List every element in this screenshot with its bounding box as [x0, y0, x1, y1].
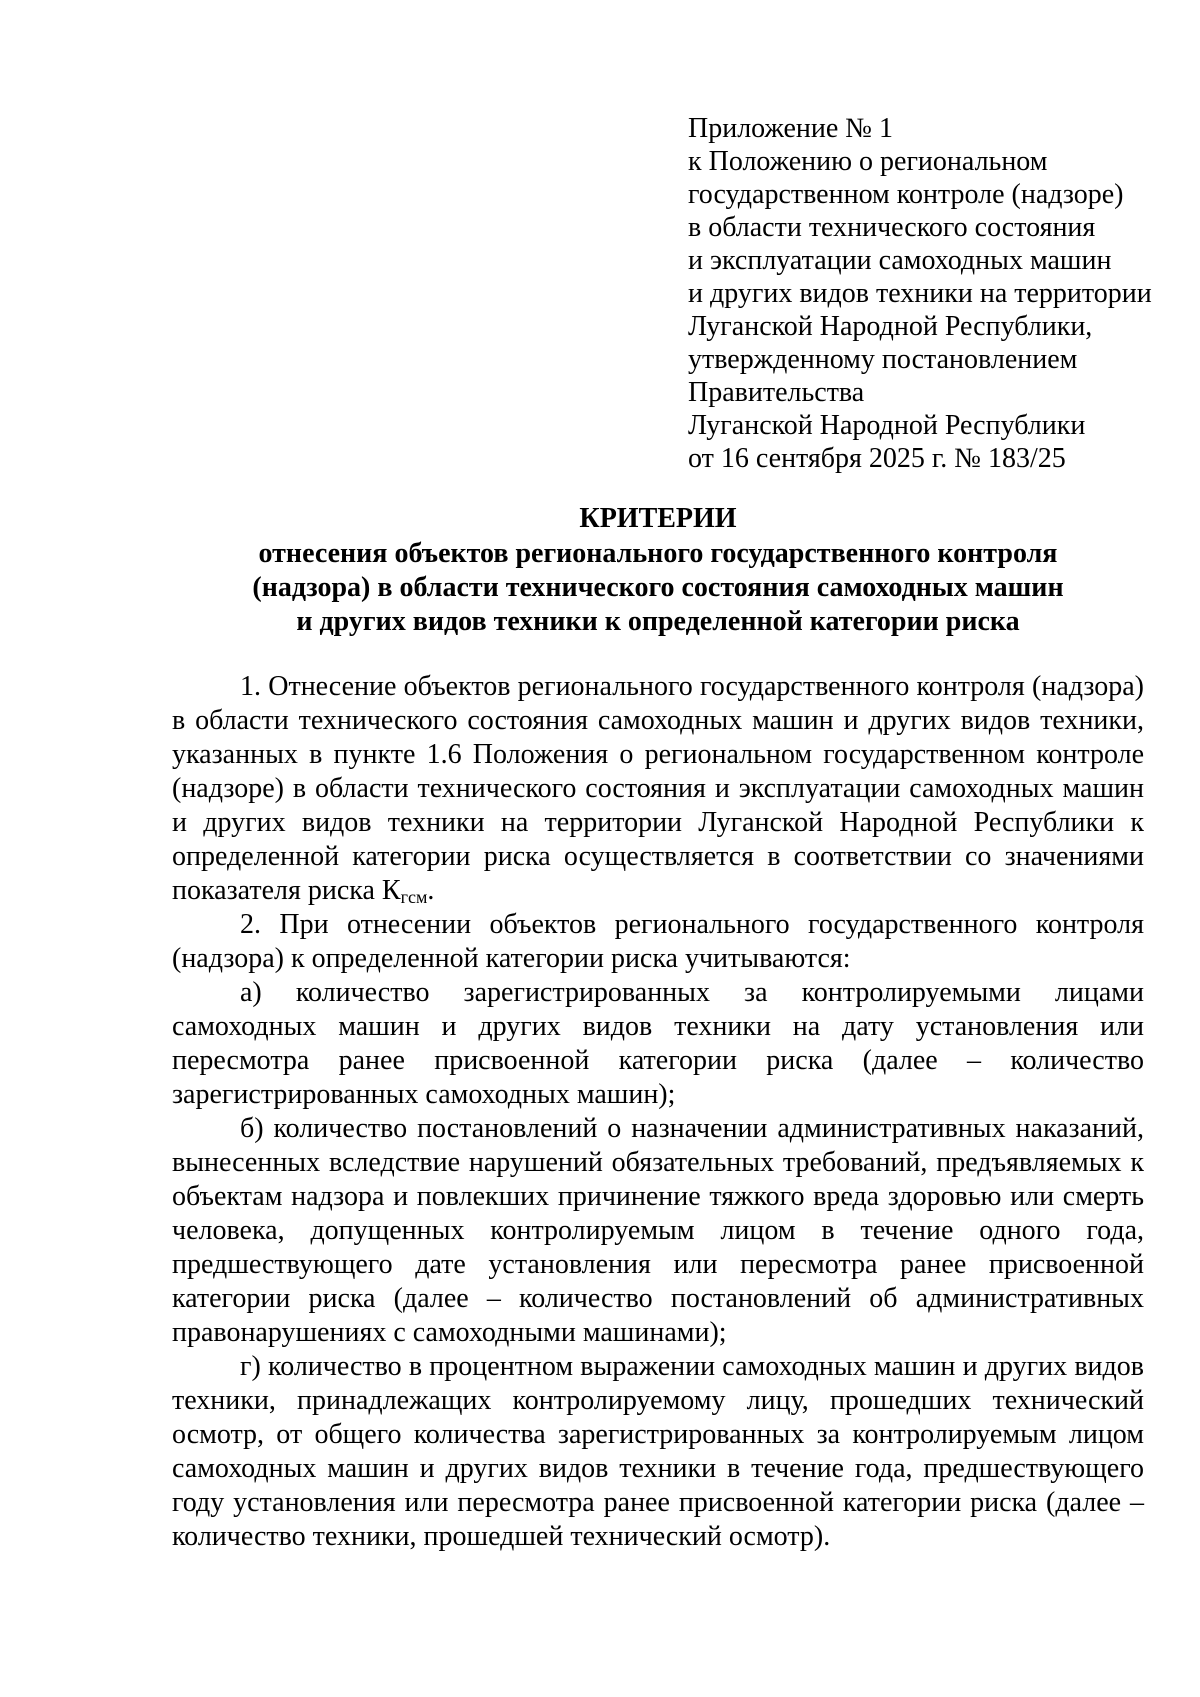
- appendix-line: и эксплуатации самоходных машин: [688, 245, 1112, 276]
- paragraph-1-text: 1. Отнесение объектов регионального государственного контроля (надзора) в области технического состояния самоходных машин и других видов техники, указанных в пункте 1.6 Положения о региональном государственном контроле (надзоре) в области технического состояния и эксплуатации самоходных машин и других видов техники на территории Луганской Народной Республики к определенной категории риска осуществляется в соответствии со значениями показателя риска: [172, 671, 1144, 906]
- appendix-line: утвержденному постановлением: [688, 344, 1078, 375]
- appendix-line: от 16 сентября 2025 г. № 183/25: [688, 443, 1066, 474]
- document-body: [172, 670, 1144, 1554]
- appendix-line: в области технического состояния: [688, 212, 1096, 243]
- title-line: (надзора) в области технического состояния самоходных машин: [252, 572, 1064, 603]
- appendix-line: к Положению о региональном: [688, 146, 1048, 177]
- document-title: [172, 502, 1144, 639]
- risk-indicator-symbol: К: [381, 875, 401, 906]
- paragraph-1: [172, 670, 1144, 908]
- paragraph-a: а) количество зарегистрированных за контролируемыми лицами самоходных машин и других видов техники на дату установления или пересмотра ранее присвоенной категории риска (далее – количество зарегистрированных самоходных машин);: [172, 977, 1144, 1110]
- appendix-header: [688, 112, 1158, 475]
- title-line: и других видов техники к определенной категории риска: [296, 606, 1020, 637]
- appendix-line: Луганской Народной Республики,: [688, 311, 1093, 342]
- appendix-line: государственном контроле (надзоре): [688, 179, 1124, 210]
- risk-indicator-subscript: гсм: [400, 887, 428, 907]
- title-line: отнесения объектов регионального государственного контроля: [258, 538, 1058, 569]
- appendix-line: Луганской Народной Республики: [688, 410, 1086, 441]
- paragraph-b: б) количество постановлений о назначении административных наказаний, вынесенных вследствие нарушений обязательных требований, предъявляемых к объектам надзора и повлекших причинение тяжкого вреда здоровью или смерть человека, допущенных контролируемым лицом в течение одного года, предшествующего дате установления или пересмотра ранее присвоенной категории риска (далее – количество постановлений об административных правонарушениях с самоходными машинами);: [172, 1113, 1144, 1348]
- paragraph-1-end: .: [427, 875, 435, 906]
- title-main: КРИТЕРИИ: [579, 503, 737, 534]
- appendix-line: Приложение № 1: [688, 113, 893, 144]
- paragraph-2: 2. При отнесении объектов регионального государственного контроля (надзора) к определенной категории риска учитываются:: [172, 909, 1144, 974]
- paragraph-g: г) количество в процентном выражении самоходных машин и других видов техники, принадлежащих контролируемому лицу, прошедших технический осмотр, от общего количества зарегистрированных за контролируемым лицом самоходных машин и других видов техники в течение года, предшествующего году установления или пересмотра ранее присвоенной категории риска (далее – количество техники, прошедшей технический осмотр).: [172, 1351, 1144, 1552]
- appendix-line: и других видов техники на территории: [688, 278, 1152, 309]
- appendix-line: Правительства: [688, 377, 865, 408]
